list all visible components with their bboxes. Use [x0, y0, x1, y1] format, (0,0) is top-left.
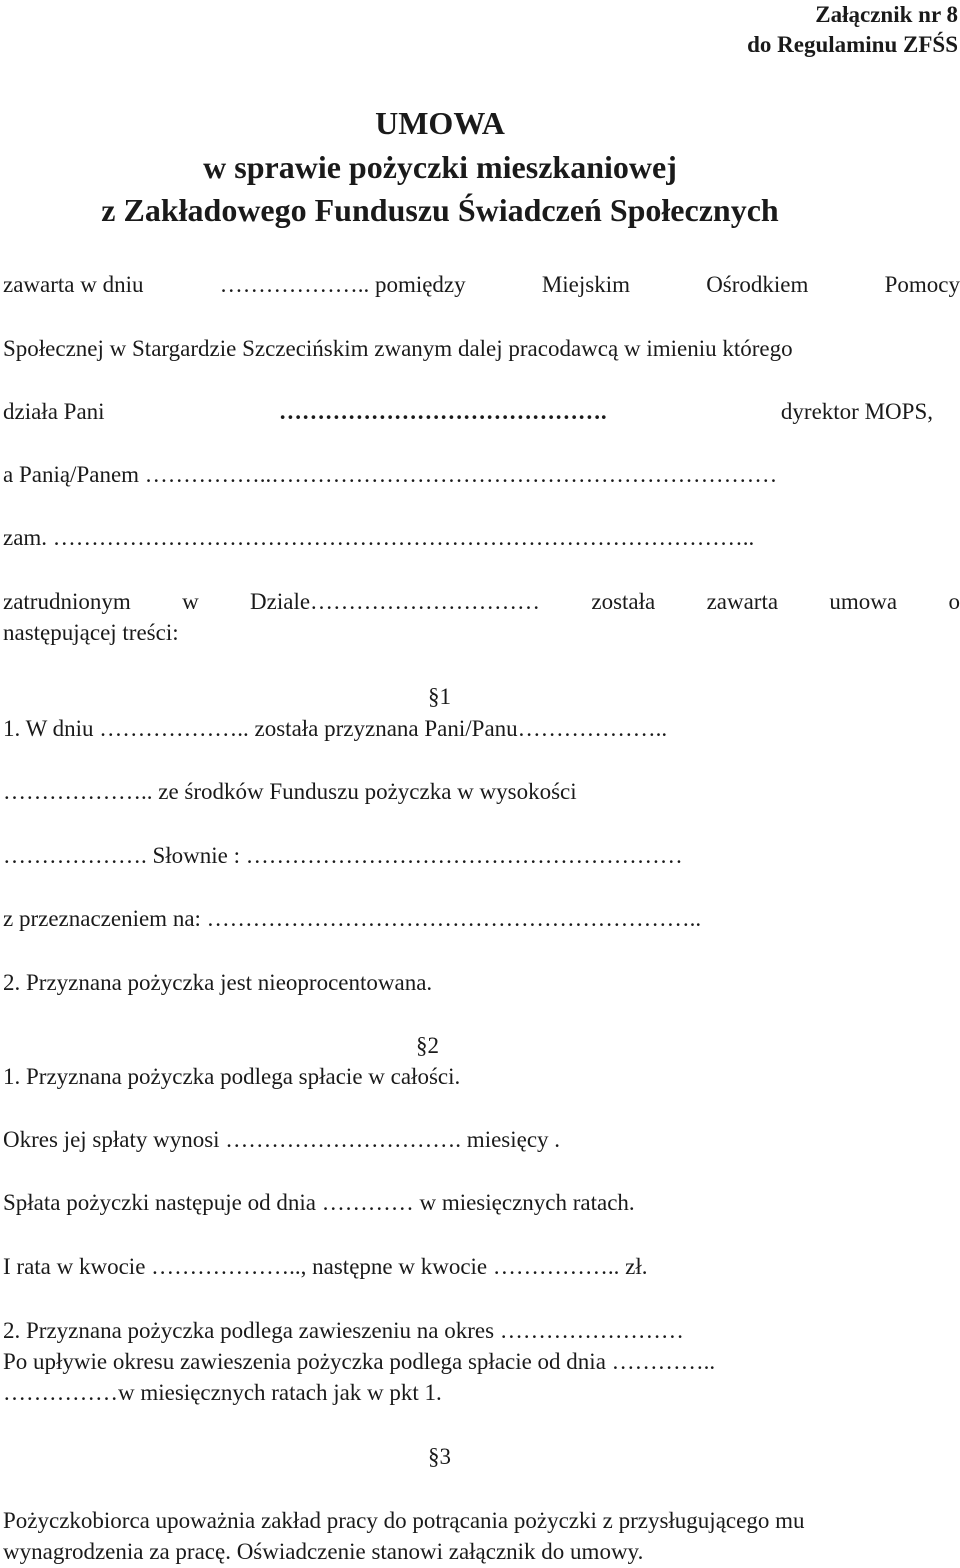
section-1-item-1-line-4: z przeznaczeniem na: ………………………………………………………..	[3, 906, 702, 931]
intro-text: umowa	[829, 589, 898, 614]
intro-text: zatrudnionym	[3, 589, 131, 614]
intro-line-2: Społecznej w Stargardzie Szczecińskim zwanym dalej pracodawcą w imieniu którego	[3, 336, 793, 361]
intro-text: działa Pani	[3, 399, 105, 424]
section-3-heading: §3	[428, 1444, 451, 1469]
section-3-text-line-1: Pożyczkobiorca upoważnia zakład pracy do potrącania pożyczki z przysługującego mu	[3, 1508, 805, 1533]
document-title: UMOWA	[375, 105, 505, 141]
intro-line-5: zam. ………………………………………………………………………………..	[3, 525, 755, 550]
section-2-item-2-line-3: ……………w miesięcznych ratach jak w pkt 1.	[3, 1380, 442, 1405]
intro-text: zawarta w dniu	[3, 272, 144, 297]
section-1-item-1-line-3: ………………. Słownie : …………………………………………………	[3, 843, 683, 868]
attachment-regulation: do Regulaminu ZFŚS	[747, 32, 958, 57]
intro-line-3	[3, 397, 933, 427]
department-blank: Dziale…………………………	[250, 589, 541, 614]
intro-text: została	[591, 589, 656, 614]
intro-text: Pomocy	[884, 272, 960, 297]
section-2-item-2-line-1: 2. Przyznana pożyczka podlega zawieszeniu na okres ……………………	[3, 1318, 684, 1343]
section-2-heading: §2	[416, 1033, 439, 1058]
intro-line-6	[3, 587, 960, 617]
intro-text: Ośrodkiem	[706, 272, 809, 297]
section-1-item-2: 2. Przyznana pożyczka jest nieoprocentowana.	[3, 970, 433, 995]
intro-text: zawarta	[706, 589, 779, 614]
intro-date-blank: ……………….. pomiędzy	[219, 272, 466, 297]
intro-text: dyrektor MOPS,	[780, 399, 933, 424]
intro-text: o	[948, 589, 960, 614]
section-2-item-2-line-2: Po upływie okresu zawieszenia pożyczka podlega spłacie od dnia …………..	[3, 1349, 716, 1374]
section-2-item-1-line-2: Okres jej spłaty wynosi …………………………. miesięcy .	[3, 1127, 561, 1152]
section-2-item-1-line-3: Spłata pożyczki następuje od dnia ………… w miesięcznych ratach.	[3, 1190, 635, 1215]
section-1-item-1-line-2: ……………….. ze środków Funduszu pożyczka w wysokości	[3, 779, 577, 804]
section-1-item-1-line-1: 1. W dniu ……………….. została przyznana Pani/Panu………………..	[3, 716, 668, 741]
section-2-item-1-line-1: 1. Przyznana pożyczka podlega spłacie w całości.	[3, 1064, 461, 1089]
section-1-heading: §1	[428, 684, 451, 709]
attachment-number: Załącznik nr 8	[815, 2, 958, 27]
document-subtitle-1: w sprawie pożyczki mieszkaniowej	[203, 149, 677, 185]
intro-text: w	[182, 589, 199, 614]
intro-line-4: a Panią/Panem ……………..…………………………………………………………	[3, 462, 778, 487]
intro-text: Miejskim	[541, 272, 630, 297]
intro-line-7: następującej treści:	[3, 620, 179, 645]
director-name-blank: …………………………………….	[278, 399, 607, 424]
section-3-text-line-2: wynagrodzenia za pracę. Oświadczenie stanowi załącznik do umowy.	[3, 1539, 644, 1564]
section-2-item-1-line-4: I rata w kwocie ……………….., następne w kwocie …………….. zł.	[3, 1254, 648, 1279]
document-subtitle-2: z Zakładowego Funduszu Świadczeń Społecznych	[101, 192, 779, 228]
intro-line-1	[3, 270, 960, 300]
